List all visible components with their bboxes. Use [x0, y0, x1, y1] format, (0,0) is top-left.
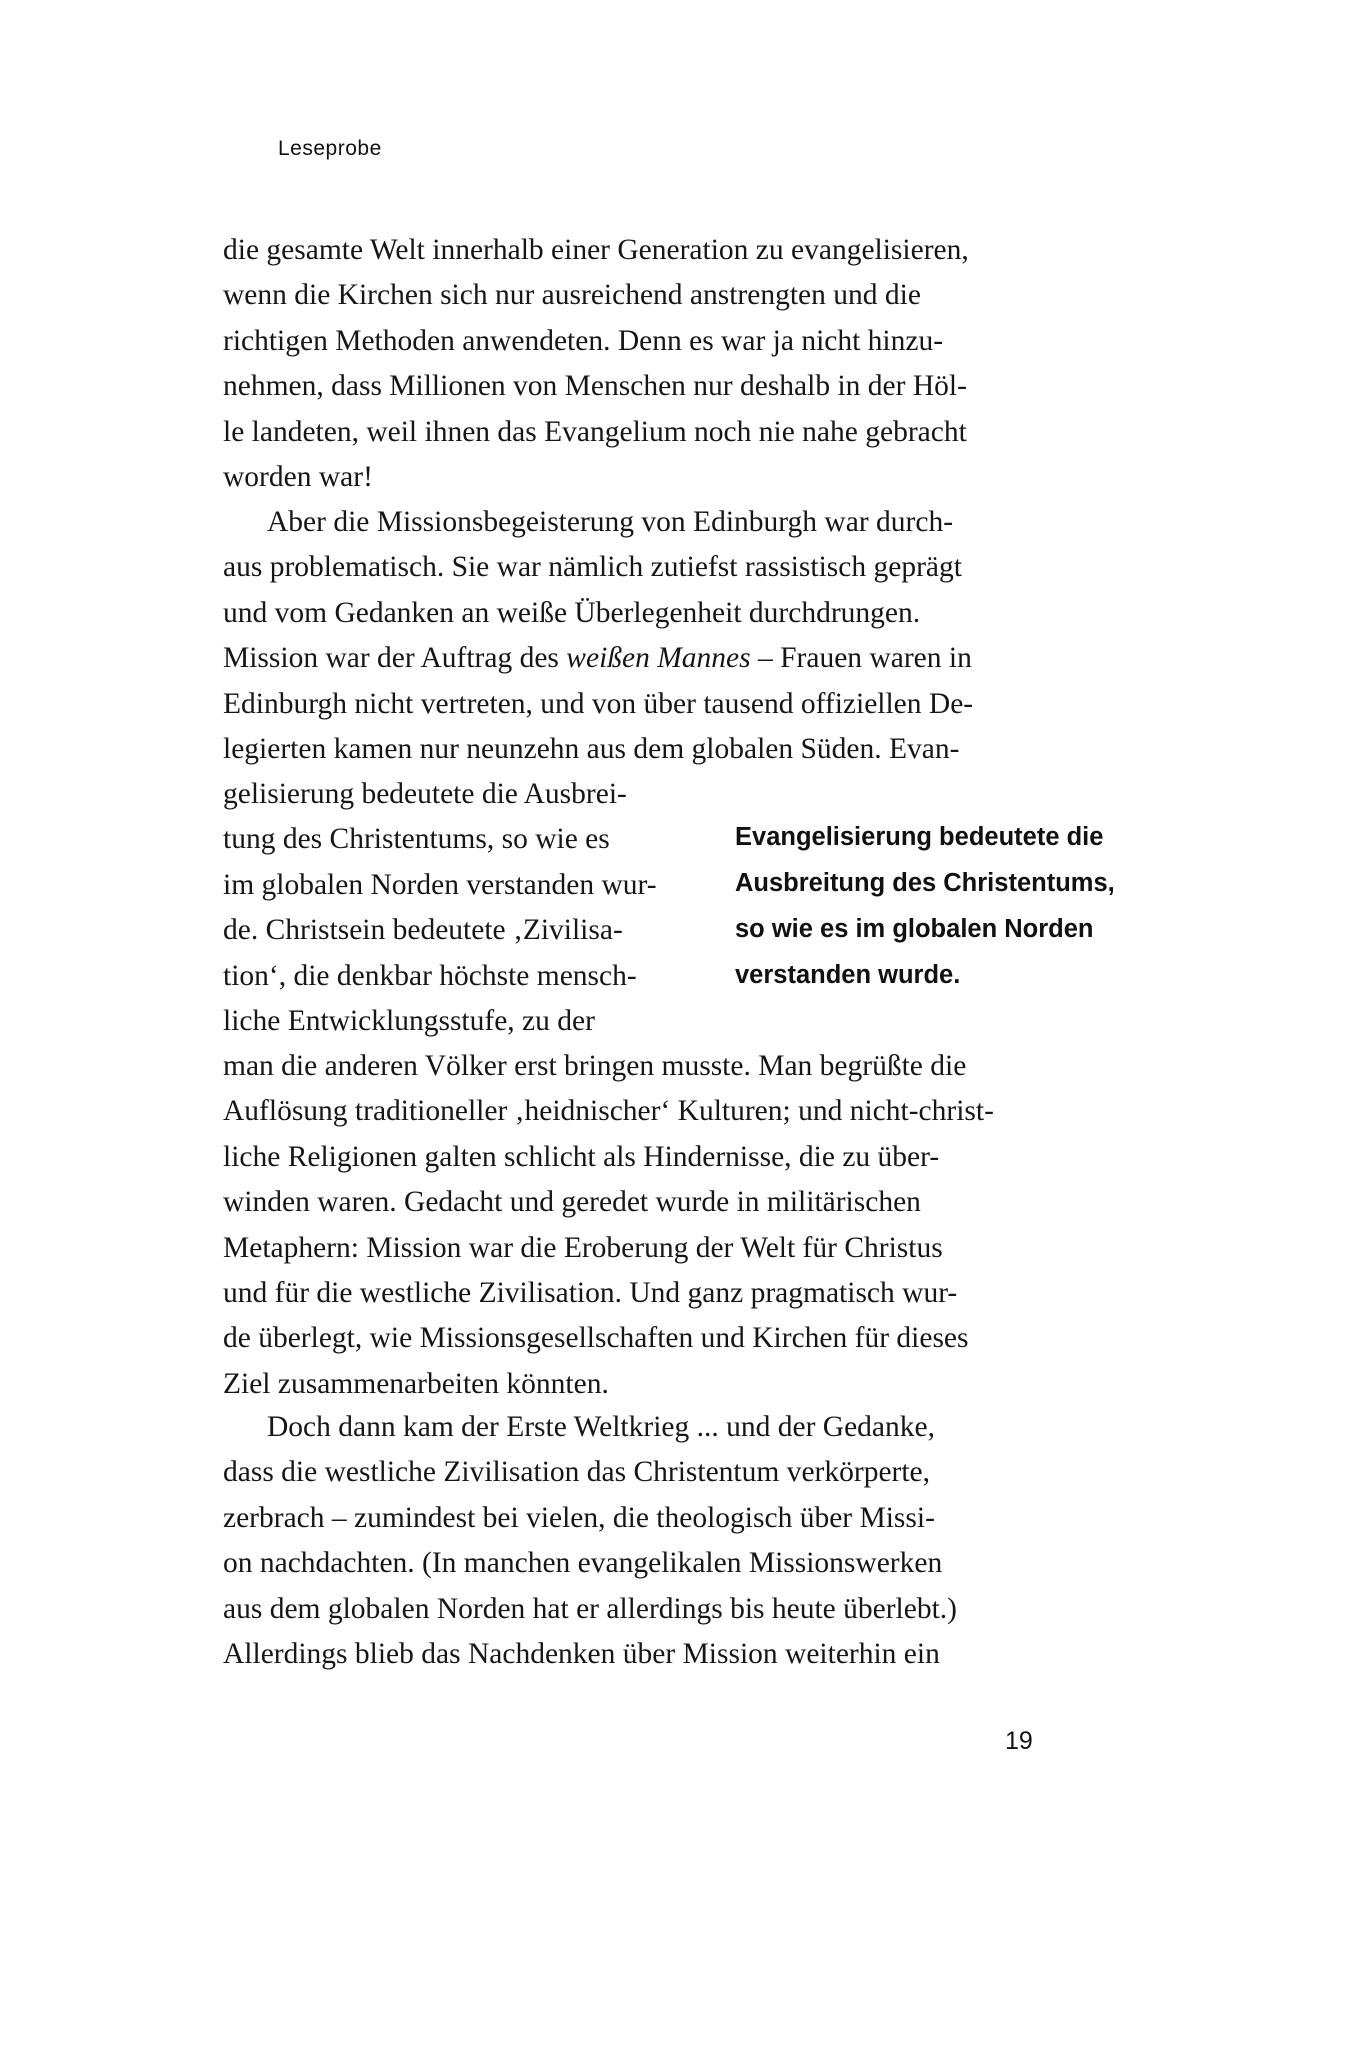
- text-line: dass die westliche Zivilisation das Christentum verkörperte,: [223, 1456, 931, 1489]
- text-line: liche Entwicklungsstufe, zu der: [223, 1004, 595, 1037]
- text-line: Ziel zusammenarbeiten könnten.: [223, 1367, 609, 1400]
- text-line: aus problematisch. Sie war nämlich zutiefst rassistisch geprägt: [223, 551, 962, 584]
- paragraph-2-narrow-column: [223, 772, 704, 1044]
- paragraph-2-continued: [223, 1044, 1072, 1407]
- text-line: Edinburgh nicht vertreten, und von über tausend offiziellen De-: [223, 687, 974, 720]
- pull-quote: [735, 814, 1145, 998]
- text-line: gelisierung bedeutete die Ausbrei-: [223, 778, 627, 810]
- text-line: wenn die Kirchen sich nur ausreichend anstrengten und die: [223, 279, 921, 312]
- text-line: Metaphern: Mission war die Eroberung der Welt für Christus: [223, 1231, 943, 1264]
- pull-quote-line: Evangelisierung bedeutete die: [735, 823, 1104, 851]
- text-line: man die anderen Völker erst bringen musste. Man begrüßte die: [223, 1050, 967, 1082]
- text-line: aus dem globalen Norden hat er allerdings bis heute überlebt.): [223, 1592, 957, 1625]
- pull-quote-line: verstanden wurde.: [735, 961, 961, 989]
- text-line: nehmen, dass Millionen von Menschen nur deshalb in der Höl-: [223, 370, 967, 403]
- paragraph-3: [223, 1405, 1072, 1677]
- text-line-with-italic: [223, 636, 1072, 681]
- pull-quote-line: so wie es im globalen Norden: [735, 915, 1094, 943]
- text-line: legierten kamen nur neunzehn aus dem globalen Süden. Evan-: [223, 732, 960, 765]
- pull-quote-line: Ausbreitung des Christentums,: [735, 869, 1115, 897]
- paragraph-2: [223, 500, 1072, 772]
- text-line: winden waren. Gedacht und geredet wurde in militärischen: [223, 1186, 921, 1219]
- text-line: on nachdachten. (In manchen evangelikalen Missionswerken: [223, 1547, 943, 1580]
- running-head: Leseprobe: [278, 137, 382, 160]
- page-number: 19: [1005, 1727, 1033, 1755]
- text-segment: – Frauen waren in: [750, 642, 972, 675]
- text-line: Doch dann kam der Erste Weltkrieg ... und der Gedanke,: [267, 1411, 935, 1443]
- text-line: tung des Christentums, so wie es: [223, 823, 610, 856]
- text-line: und vom Gedanken an weiße Überlegenheit durchdrungen.: [223, 596, 921, 629]
- text-line: Aber die Missionsbegeisterung von Edinburgh war durch-: [267, 506, 954, 538]
- text-line: liche Religionen galten schlicht als Hindernisse, die zu über-: [223, 1140, 940, 1173]
- text-line: tion‘, die denkbar höchste mensch-: [223, 959, 637, 992]
- text-segment: Mission war der Auftrag des: [223, 642, 567, 675]
- text-line: le landeten, weil ihnen das Evangelium noch nie nahe gebracht: [223, 415, 967, 448]
- paragraph-1: [223, 228, 1072, 500]
- text-line: im globalen Norden verstanden wur-: [223, 868, 657, 901]
- text-line: zerbrach – zumindest bei vielen, die theologisch über Missi-: [223, 1501, 935, 1534]
- text-line: und für die westliche Zivilisation. Und ganz pragmatisch wur-: [223, 1276, 958, 1309]
- text-line: richtigen Methoden anwendeten. Denn es war ja nicht hinzu-: [223, 324, 944, 357]
- text-line: de. Christsein bedeutete ‚Zivilisa-: [223, 914, 623, 947]
- italic-emphasis: weißen Mannes: [566, 642, 751, 675]
- text-line: de überlegt, wie Missionsgesellschaften und Kirchen für dieses: [223, 1322, 969, 1355]
- text-line: die gesamte Welt innerhalb einer Generation zu evangelisieren,: [223, 234, 969, 266]
- text-line: Allerdings blieb das Nachdenken über Mission weiterhin ein: [223, 1637, 940, 1670]
- text-line: worden war!: [223, 460, 373, 493]
- text-line: Auflösung traditioneller ‚heidnischer‘ Kulturen; und nicht-christ-: [223, 1095, 994, 1128]
